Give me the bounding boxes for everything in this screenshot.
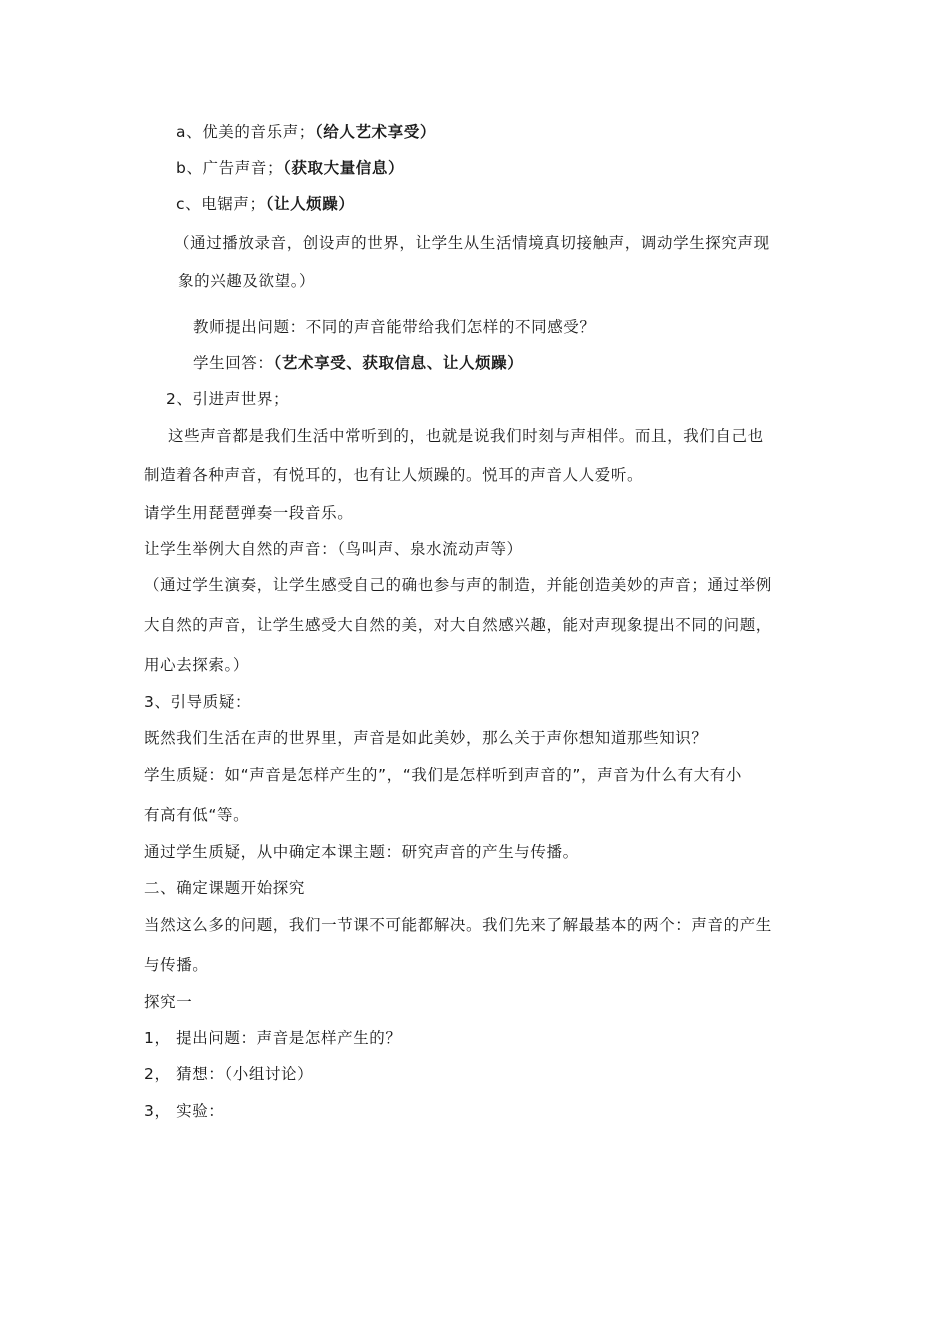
- teacher-question: 教师提出问题：不同的声音能带给我们怎样的不同感受？: [193, 318, 596, 336]
- list-item: 1， 提出问题：声音是怎样产生的？: [144, 1029, 402, 1047]
- list-item-c-text: c、电锯声；: [176, 195, 266, 213]
- list-item-b-answer: （获取大量信息）: [283, 159, 405, 177]
- list-item: 2， 猜想：（小组讨论）: [144, 1065, 314, 1083]
- list-item-a-text: a、优美的音乐声；: [176, 123, 315, 141]
- paragraph-line: 通过学生质疑，从中确定本课主题：研究声音的产生与传播。: [144, 843, 579, 861]
- list-item-c: [176, 194, 354, 214]
- paragraph-line: 学生质疑：如“声音是怎样产生的”，“我们是怎样听到声音的”，声音为什么有大有小: [144, 766, 743, 784]
- list-item-a-answer: （给人艺术享受）: [314, 123, 436, 141]
- paragraph-line: 用心去探索。）: [144, 656, 249, 674]
- paragraph-line: 制造着各种声音，有悦耳的，也有让人烦躁的。悦耳的声音人人爱听。: [144, 466, 644, 484]
- paragraph-line: 既然我们生活在声的世界里，声音是如此美妙，那么关于声你想知道那些知识？: [144, 729, 708, 747]
- list-item-b: [176, 158, 404, 178]
- paragraph-line: 有高有低“等。: [144, 806, 250, 824]
- list-item-c-answer: （让人烦躁）: [265, 195, 355, 213]
- section-heading: 3、引导质疑：: [144, 693, 252, 711]
- list-item: 3， 实验：: [144, 1102, 225, 1120]
- paragraph-line: 与传播。: [144, 956, 209, 974]
- section-heading: 二、确定课题开始探究: [144, 879, 306, 897]
- paragraph-line: （通过播放录音，创设声的世界，让学生从生活情境真切接触声，调动学生探究声现: [174, 234, 770, 252]
- subsection-heading: 探究一: [144, 993, 193, 1011]
- paragraph-line: 大自然的声音，让学生感受大自然的美，对大自然感兴趣，能对声现象提出不同的问题，: [144, 616, 772, 634]
- paragraph-line: 请学生用琵琶弹奏一段音乐。: [144, 504, 354, 522]
- paragraph-line: 当然这么多的问题，我们一节课不可能都解决。我们先来了解最基本的两个：声音的产生: [144, 916, 772, 934]
- paragraph-line: 这些声音都是我们生活中常听到的，也就是说我们时刻与声相伴。而且，我们自己也: [168, 427, 764, 445]
- list-item-a: [176, 122, 436, 142]
- student-answer-content: （艺术享受、获取信息、让人烦躁）: [273, 354, 524, 372]
- list-item-b-text: b、广告声音；: [176, 159, 284, 177]
- section-heading: 2、引进声世界；: [166, 390, 290, 408]
- student-answer: [193, 353, 523, 373]
- student-answer-label: 学生回答：: [193, 354, 274, 372]
- paragraph-line: 让学生举例大自然的声音：（鸟叫声、泉水流动声等）: [144, 540, 523, 558]
- paragraph-line: （通过学生演奏，让学生感受自己的确也参与声的制造，并能创造美妙的声音；通过举例: [144, 576, 772, 594]
- paragraph-line: 象的兴趣及欲望。）: [178, 272, 316, 290]
